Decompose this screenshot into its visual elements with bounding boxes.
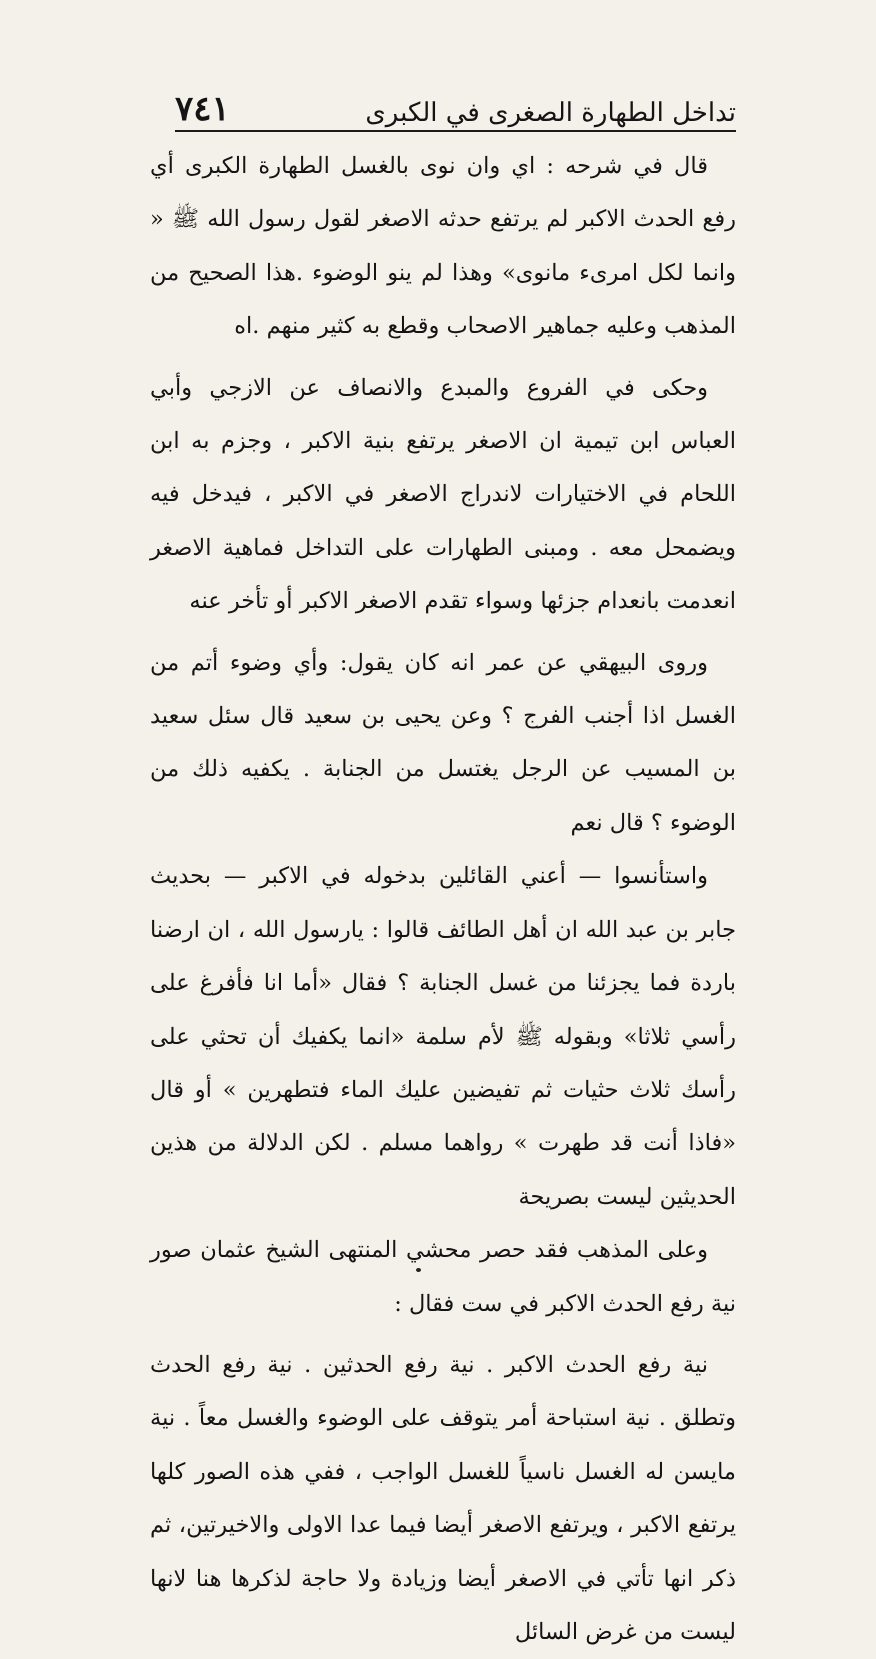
page-number: ٧٤١ [175,89,230,129]
paragraph-3: وروى البيهقي عن عمر انه كان يقول: وأي وضوء أتم من الغسل اذا أجنب الفرج ؟ وعن يحيى بن سعيد قال سئل سعيد بن المسيب عن الرجل يغتسل من الجنابة . يكفيه ذلك من الوضوء ؟ قال نعم [150,649,736,836]
running-title: تداخل الطهارة الصغرى في الكبرى [365,98,736,128]
paragraph-6: نية رفع الحدث الاكبر . نية رفع الحدثين . نية رفع الحدث وتطلق . نية استباحة أمر يتوقف على الوضوء والغسل معاً . نية مايسن له الغسل ناسياً للغسل الواجب ، ففي هذه الصور كلها يرتفع الاكبر ، ويرتفع الاصغر أيضا فيما عدا الاولى والاخيرتين، ثم ذكر انها تأتي في الاصغر أيضا وزيادة ولا حاجة لذكرها هنا لانها ليست من غرض السائل [150,1351,736,1645]
paragraph-5: وعلى المذهب فقد حصر محشي المنتهى الشيخ عثمان صور نية رفع الحدث الاكبر في ست فقال : [150,1237,736,1317]
paragraph-4: واستأنسوا — أعني القائلين بدخوله في الاكبر — بحديث جابر بن عبد الله ان أهل الطائف قالوا : يارسول الله ، ان ارضنا باردة فما يجزئنا من غسل الجنابة ؟ فقال «أما انا فأفرغ على رأسي ثلاثا» وبقوله ﷺ لأم سلمة «انما يكفيك أن تحثي على رأسك ثلاث حثيات ثم تفيضين عليك الماء فتطهرين » أو قال «فاذا أنت قد طهرت » رواهما مسلم . لكن الدلالة من هذين الحديثين ليست بصريحة [150,863,736,1210]
paragraph-1: قال في شرحه : اي وان نوى بالغسل الطهارة الكبرى أي رفع الحدث الاكبر لم يرتفع حدثه الاصغر لقول رسول الله ﷺ « وانما لكل امرىء مانوى» وهذا لم ينو الوضوء .هذا الصحيح من المذهب وعليه جماهير الاصحاب وقطع به كثير منهم .اه [150,153,736,340]
paragraph-2: وحكى في الفروع والمبدع والانصاف عن الازجي وأبي العباس ابن تيمية ان الاصغر يرتفع بنية الاكبر ، وجزم به ابن اللحام في الاختيارات لاندراج الاصغر في الاكبر ، فيدخل فيه ويضمحل معه . ومبنى الطهارات على التداخل فماهية الاصغر انعدمت بانعدام جزئها وسواء تقدم الاصغر الاكبر أو تأخر عنه [150,374,736,615]
page-header [175,78,736,132]
ink-speck [416,1268,421,1272]
page-body [150,140,736,1659]
